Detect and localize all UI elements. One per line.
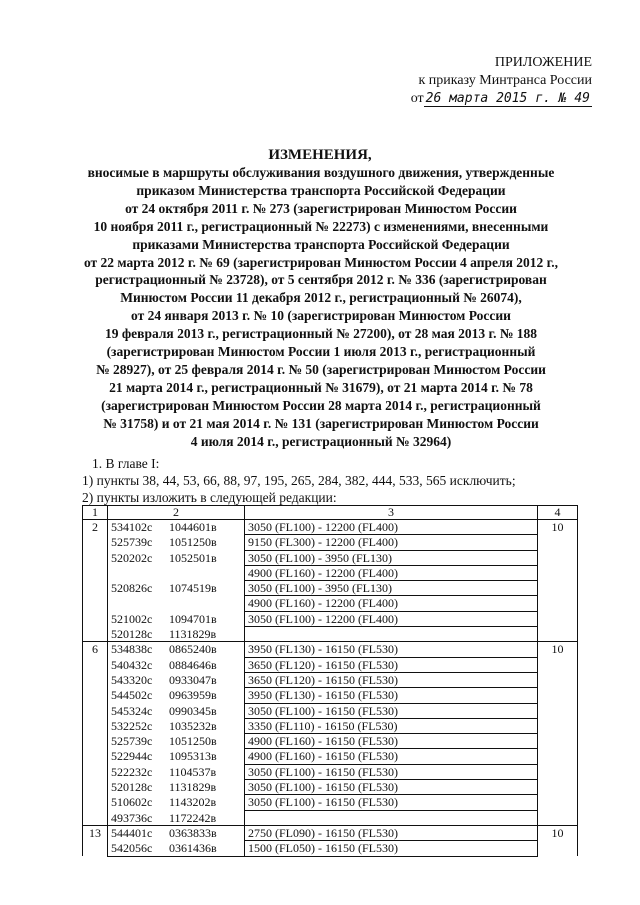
latitude-value: 525739с	[111, 734, 153, 749]
coordinates-cell	[108, 841, 245, 856]
table-row	[83, 825, 578, 841]
width-value-cell: 10	[538, 642, 578, 826]
subtitle-line: № 31758) и от 21 мая 2014 г. № 131 (зарегистрирован Минюстом России	[103, 415, 539, 431]
latitude-value: 520128с	[111, 780, 153, 795]
coordinates-cell	[108, 627, 245, 642]
latitude-value: 540432с	[111, 657, 153, 672]
altitude-range-cell	[245, 765, 538, 780]
latitude-value: 542056с	[111, 841, 153, 856]
appendix-date-prefix: от	[410, 91, 424, 106]
altitude-range-cell	[245, 535, 538, 550]
longitude-value: 1143202в	[169, 795, 217, 810]
table-header-cell: 1	[83, 506, 108, 520]
subtitle-line: (зарегистрирован Минюстом России 1 июля 2013 г., регистрационный	[106, 344, 536, 360]
coordinates-cell	[108, 765, 245, 780]
altitude-range-cell	[245, 627, 538, 642]
width-value-cell: 10	[538, 520, 578, 642]
altitude-range: 3950 (FL130) - 16150 (FL530)	[245, 642, 537, 657]
coordinates-cell	[108, 825, 245, 841]
latitude-value: 544401с	[111, 825, 153, 840]
subtitle-line: от 24 октября 2011 г. № 273 (зарегистрирован Минюстом России	[125, 200, 517, 216]
altitude-range: 4900 (FL160) - 12200 (FL400)	[245, 566, 537, 581]
subtitle-line: (зарегистрирован Минюстом России 28 марта 2014 г., регистрационный	[101, 397, 541, 413]
latitude-value: 544502с	[111, 688, 153, 703]
table-row	[83, 795, 578, 810]
altitude-range: 3050 (FL100) - 12200 (FL400)	[245, 612, 537, 627]
latitude-value: 493736с	[111, 810, 153, 825]
longitude-value: 1035232в	[169, 718, 217, 733]
table-row	[83, 704, 578, 719]
longitude-value: 1095313в	[169, 749, 217, 764]
longitude-value: 1051250в	[169, 535, 217, 550]
altitude-range-cell	[245, 734, 538, 749]
coordinates-cell	[108, 795, 245, 810]
subtitle-line: Минюстом России 11 декабря 2012 г., регистрационный № 26074),	[120, 290, 522, 306]
subtitle-line: 19 февраля 2013 г., регистрационный № 27200), от 28 мая 2013 г. № 188	[104, 326, 538, 342]
coordinates-cell	[108, 673, 245, 688]
coordinates-cell	[108, 642, 245, 658]
table-header-cell: 3	[245, 506, 538, 520]
longitude-value: 0865240в	[169, 642, 217, 657]
item-number-cell: 13	[83, 825, 108, 856]
altitude-range	[245, 627, 537, 641]
document-body	[82, 455, 516, 506]
longitude-value: 1104537в	[169, 764, 217, 779]
table-row	[83, 658, 578, 673]
table-row	[83, 520, 578, 536]
altitude-range-cell	[245, 825, 538, 841]
altitude-range: 3050 (FL100) - 3950 (FL130)	[245, 551, 537, 566]
altitude-range: 3650 (FL120) - 16150 (FL530)	[245, 673, 537, 688]
altitude-range-cell	[245, 642, 538, 658]
latitude-value: 543320с	[111, 672, 153, 687]
longitude-value: 1172242в	[169, 810, 217, 825]
coordinates-cell	[108, 658, 245, 673]
coordinates-cell	[108, 551, 245, 582]
longitude-value: 0990345в	[169, 703, 217, 718]
latitude-value: 522944с	[111, 749, 153, 764]
altitude-range: 3050 (FL100) - 16150 (FL530)	[245, 795, 537, 810]
longitude-value: 0361436в	[169, 841, 217, 856]
altitude-range-cell	[245, 520, 538, 536]
altitude-range-cell	[245, 719, 538, 734]
table-row	[83, 841, 578, 856]
altitude-range-cell	[245, 673, 538, 688]
item-number-cell: 6	[83, 642, 108, 826]
altitude-range-cell	[245, 749, 538, 764]
coordinates-cell	[108, 520, 245, 536]
longitude-value: 0963959в	[169, 688, 217, 703]
altitude-range-cell	[245, 581, 538, 612]
altitude-range: 4900 (FL160) - 16150 (FL530)	[245, 734, 537, 749]
coordinates-cell	[108, 811, 245, 826]
subtitle-line: приказами Министерства транспорта Российской Федерации	[132, 236, 510, 252]
altitude-range: 3950 (FL130) - 16150 (FL530)	[245, 688, 537, 703]
table-row	[83, 673, 578, 688]
coordinates-cell	[108, 749, 245, 764]
latitude-value: 520128с	[111, 627, 153, 642]
table-header-cell: 4	[538, 506, 578, 520]
routes-table	[82, 505, 578, 857]
coordinates-cell	[108, 612, 245, 627]
document-title: ИЗМЕНЕНИЯ,	[268, 147, 372, 163]
latitude-value: 545324с	[111, 703, 153, 718]
subtitle-line: 4 июля 2014 г., регистрационный № 32964)	[190, 433, 452, 449]
coordinates-cell	[108, 780, 245, 795]
width-value-cell: 10	[538, 825, 578, 856]
altitude-range-cell	[245, 780, 538, 795]
longitude-value: 0884646в	[169, 657, 217, 672]
altitude-range: 3350 (FL110) - 16150 (FL530)	[245, 719, 537, 734]
altitude-range: 3050 (FL100) - 3950 (FL130)	[245, 581, 537, 596]
table-row	[83, 627, 578, 642]
altitude-range: 2750 (FL090) - 16150 (FL530)	[245, 826, 537, 841]
latitude-value: 520826с	[111, 581, 153, 596]
longitude-value: 1094701в	[169, 611, 217, 626]
coordinates-cell	[108, 581, 245, 612]
table-row	[83, 581, 578, 612]
clause-restate: 2) пункты изложить в следующей редакции:	[82, 490, 337, 505]
longitude-value: 1131829в	[169, 627, 217, 642]
subtitle-line: регистрационный № 23728), от 5 сентября 2012 г. № 336 (зарегистрирован	[95, 272, 547, 288]
appendix-title: ПРИЛОЖЕНИЕ	[494, 55, 592, 70]
altitude-range: 4900 (FL160) - 12200 (FL400)	[245, 596, 537, 611]
altitude-range: 3050 (FL100) - 16150 (FL530)	[245, 765, 537, 780]
altitude-range-cell	[245, 811, 538, 826]
latitude-value: 521002с	[111, 611, 153, 626]
chapter-heading: 1. В главе I:	[92, 456, 160, 471]
altitude-range	[245, 811, 537, 825]
handwritten-date-signature: 26 марта 2015 г. № 49	[425, 91, 590, 106]
table-row	[83, 688, 578, 703]
longitude-value: 0363833в	[169, 825, 217, 840]
coordinates-cell	[108, 704, 245, 719]
latitude-value: 520202с	[111, 550, 153, 565]
table-row	[83, 535, 578, 550]
longitude-value: 1052501в	[169, 550, 217, 565]
altitude-range-cell	[245, 688, 538, 703]
subtitle-line: вносимые в маршруты обслуживания воздушного движения, утвержденные	[87, 165, 555, 180]
table-row	[83, 719, 578, 734]
longitude-value: 0933047в	[169, 672, 217, 687]
coordinates-cell	[108, 535, 245, 550]
subtitle-line: 10 ноября 2011 г., регистрационный № 22273) с изменениями, внесенными	[93, 218, 549, 234]
latitude-value: 534102с	[111, 520, 153, 534]
coordinates-cell	[108, 688, 245, 703]
latitude-value: 525739с	[111, 535, 153, 550]
table-header-row	[83, 506, 578, 520]
longitude-value: 1051250в	[169, 734, 217, 749]
appendix-date-line	[411, 90, 592, 108]
latitude-value: 534838с	[111, 642, 153, 657]
subtitle-line: от 24 января 2013 г. № 10 (зарегистрирован Минюстом России	[131, 308, 511, 324]
table-row	[83, 551, 578, 582]
table-row	[83, 734, 578, 749]
item-number-cell: 2	[83, 520, 108, 642]
appendix-block	[411, 54, 592, 108]
subtitle-line: приказом Министерства транспорта Российской Федерации	[136, 182, 506, 198]
table-row	[83, 765, 578, 780]
table-row	[83, 642, 578, 658]
longitude-value: 1131829в	[169, 780, 217, 795]
altitude-range-cell	[245, 551, 538, 582]
altitude-range-cell	[245, 795, 538, 810]
altitude-range-cell	[245, 704, 538, 719]
altitude-range-cell	[245, 658, 538, 673]
altitude-range: 1500 (FL050) - 16150 (FL530)	[248, 841, 398, 856]
subtitle-line: № 28927), от 25 февраля 2014 г. № 50 (зарегистрирован Минюстом России	[96, 361, 546, 377]
table-row	[83, 612, 578, 627]
table-header-cell: 2	[108, 506, 245, 520]
altitude-range: 3650 (FL120) - 16150 (FL530)	[245, 658, 537, 673]
subtitle-line: 21 марта 2014 г., регистрационный № 31679), от 21 марта 2014 г. № 78	[109, 379, 533, 395]
latitude-value: 532252с	[111, 718, 153, 733]
latitude-value: 522232с	[111, 764, 153, 779]
subtitle-line: от 22 марта 2012 г. № 69 (зарегистрирован Минюстом России 4 апреля 2012 г.,	[83, 254, 559, 270]
altitude-range: 4900 (FL160) - 16150 (FL530)	[245, 749, 537, 764]
altitude-range: 3050 (FL100) - 16150 (FL530)	[245, 780, 537, 795]
altitude-range-cell	[245, 841, 538, 856]
document-subtitle	[56, 164, 586, 451]
table-row	[83, 749, 578, 764]
longitude-value: 1044601в	[169, 520, 217, 534]
coordinates-cell	[108, 734, 245, 749]
table-row	[83, 780, 578, 795]
altitude-range: 3050 (FL100) - 16150 (FL530)	[245, 704, 537, 719]
table-row	[83, 811, 578, 826]
longitude-value: 1074519в	[169, 581, 217, 596]
altitude-range: 3050 (FL100) - 12200 (FL400)	[245, 520, 537, 535]
altitude-range: 9150 (FL300) - 12200 (FL400)	[245, 535, 537, 550]
clause-exclude: 1) пункты 38, 44, 53, 66, 88, 97, 195, 265, 284, 382, 444, 533, 565 исключить;	[82, 473, 516, 488]
coordinates-cell	[108, 719, 245, 734]
appendix-order-ref: к приказу Минтранса России	[418, 73, 592, 88]
latitude-value: 510602с	[111, 795, 153, 810]
altitude-range-cell	[245, 612, 538, 627]
